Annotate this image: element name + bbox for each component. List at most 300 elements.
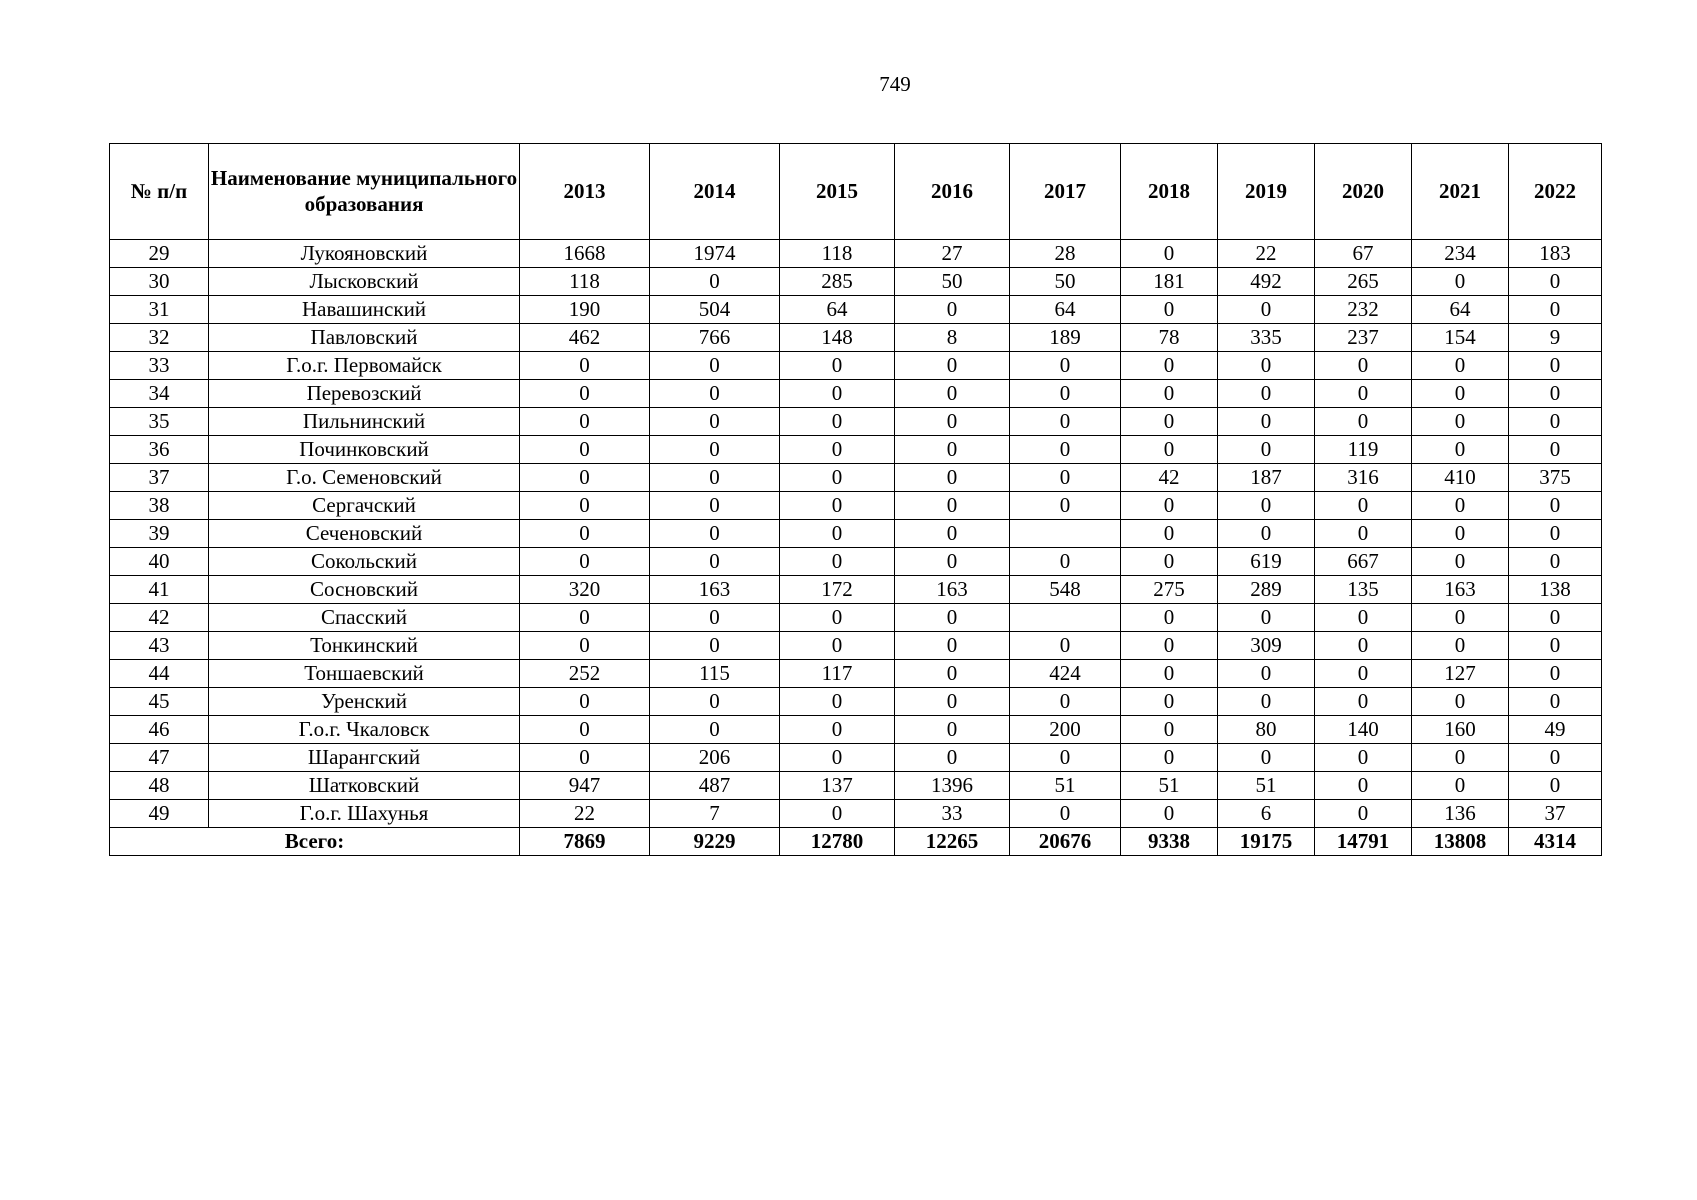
row-number-cell: 45 bbox=[110, 688, 209, 716]
year-value-cell: 172 bbox=[780, 576, 895, 604]
year-value-cell: 0 bbox=[1121, 660, 1218, 688]
year-value-cell: 127 bbox=[1412, 660, 1509, 688]
header-cell-number: № п/п bbox=[110, 144, 209, 240]
table-row bbox=[110, 660, 1602, 688]
header-cell-year: 2020 bbox=[1315, 144, 1412, 240]
year-value-cell: 0 bbox=[1010, 688, 1121, 716]
year-value-cell: 0 bbox=[1121, 240, 1218, 268]
row-number-cell: 47 bbox=[110, 744, 209, 772]
year-value-cell: 320 bbox=[520, 576, 650, 604]
header-cell-year: 2017 bbox=[1010, 144, 1121, 240]
year-value-cell: 0 bbox=[1315, 744, 1412, 772]
municipality-name-cell: Шарангский bbox=[209, 744, 520, 772]
municipality-name-cell: Сергачский bbox=[209, 492, 520, 520]
year-value-cell: 8 bbox=[895, 324, 1010, 352]
year-value-cell: 0 bbox=[1509, 744, 1602, 772]
municipality-name-cell: Г.о.г. Чкаловск bbox=[209, 716, 520, 744]
municipality-name-cell: Починковский bbox=[209, 436, 520, 464]
header-cell-year: 2013 bbox=[520, 144, 650, 240]
table-row bbox=[110, 576, 1602, 604]
year-value-cell: 0 bbox=[1218, 352, 1315, 380]
year-value-cell: 0 bbox=[780, 548, 895, 576]
year-value-cell: 0 bbox=[1315, 604, 1412, 632]
year-value-cell: 160 bbox=[1412, 716, 1509, 744]
municipality-name-cell: Лысковский bbox=[209, 268, 520, 296]
municipality-name-cell: Пильнинский bbox=[209, 408, 520, 436]
year-value-cell: 119 bbox=[1315, 436, 1412, 464]
year-value-cell: 22 bbox=[520, 800, 650, 828]
table-row bbox=[110, 408, 1602, 436]
year-value-cell: 0 bbox=[520, 408, 650, 436]
year-value-cell: 28 bbox=[1010, 240, 1121, 268]
header-cell-year: 2016 bbox=[895, 144, 1010, 240]
year-value-cell: 504 bbox=[650, 296, 780, 324]
year-value-cell: 154 bbox=[1412, 324, 1509, 352]
year-value-cell: 78 bbox=[1121, 324, 1218, 352]
year-value-cell: 0 bbox=[1121, 352, 1218, 380]
municipality-name-cell: Навашинский bbox=[209, 296, 520, 324]
year-value-cell: 0 bbox=[1509, 296, 1602, 324]
row-number-cell: 30 bbox=[110, 268, 209, 296]
total-cell: 9338 bbox=[1121, 828, 1218, 856]
year-value-cell: 0 bbox=[650, 436, 780, 464]
year-value-cell: 275 bbox=[1121, 576, 1218, 604]
year-value-cell: 6 bbox=[1218, 800, 1315, 828]
row-number-cell: 44 bbox=[110, 660, 209, 688]
municipality-name-cell: Шатковский bbox=[209, 772, 520, 800]
year-value-cell: 0 bbox=[1315, 352, 1412, 380]
year-value-cell: 64 bbox=[780, 296, 895, 324]
municipality-name-cell: Г.о. Семеновский bbox=[209, 464, 520, 492]
year-value-cell: 0 bbox=[895, 548, 1010, 576]
year-value-cell bbox=[1010, 604, 1121, 632]
header-cell-year: 2022 bbox=[1509, 144, 1602, 240]
year-value-cell: 80 bbox=[1218, 716, 1315, 744]
table-row bbox=[110, 548, 1602, 576]
year-value-cell: 181 bbox=[1121, 268, 1218, 296]
year-value-cell: 0 bbox=[1121, 492, 1218, 520]
year-value-cell: 252 bbox=[520, 660, 650, 688]
year-value-cell: 0 bbox=[895, 660, 1010, 688]
header-cell-year: 2015 bbox=[780, 144, 895, 240]
year-value-cell: 375 bbox=[1509, 464, 1602, 492]
year-value-cell: 183 bbox=[1509, 240, 1602, 268]
year-value-cell: 0 bbox=[1010, 352, 1121, 380]
year-value-cell: 410 bbox=[1412, 464, 1509, 492]
year-value-cell: 0 bbox=[780, 688, 895, 716]
year-value-cell: 0 bbox=[1509, 548, 1602, 576]
year-value-cell: 0 bbox=[520, 688, 650, 716]
year-value-cell: 0 bbox=[1412, 436, 1509, 464]
year-value-cell: 0 bbox=[1121, 380, 1218, 408]
year-value-cell: 234 bbox=[1412, 240, 1509, 268]
year-value-cell: 163 bbox=[650, 576, 780, 604]
total-cell: 7869 bbox=[520, 828, 650, 856]
year-value-cell: 0 bbox=[1218, 492, 1315, 520]
year-value-cell: 0 bbox=[1315, 408, 1412, 436]
year-value-cell: 1396 bbox=[895, 772, 1010, 800]
year-value-cell: 50 bbox=[1010, 268, 1121, 296]
year-value-cell: 0 bbox=[1010, 408, 1121, 436]
year-value-cell: 0 bbox=[1412, 604, 1509, 632]
year-value-cell: 0 bbox=[780, 744, 895, 772]
year-value-cell: 190 bbox=[520, 296, 650, 324]
year-value-cell: 37 bbox=[1509, 800, 1602, 828]
year-value-cell: 0 bbox=[1121, 520, 1218, 548]
year-value-cell: 0 bbox=[895, 380, 1010, 408]
total-cell: 12780 bbox=[780, 828, 895, 856]
row-number-cell: 35 bbox=[110, 408, 209, 436]
year-value-cell: 0 bbox=[780, 604, 895, 632]
year-value-cell: 0 bbox=[520, 520, 650, 548]
year-value-cell: 0 bbox=[895, 492, 1010, 520]
table-row bbox=[110, 240, 1602, 268]
year-value-cell: 0 bbox=[780, 436, 895, 464]
year-value-cell: 0 bbox=[1010, 800, 1121, 828]
year-value-cell: 0 bbox=[1412, 548, 1509, 576]
row-number-cell: 38 bbox=[110, 492, 209, 520]
year-value-cell: 22 bbox=[1218, 240, 1315, 268]
year-value-cell: 0 bbox=[520, 436, 650, 464]
year-value-cell: 0 bbox=[1315, 520, 1412, 548]
municipality-name-cell: Сосновский bbox=[209, 576, 520, 604]
year-value-cell: 0 bbox=[895, 436, 1010, 464]
year-value-cell: 135 bbox=[1315, 576, 1412, 604]
year-value-cell: 0 bbox=[895, 688, 1010, 716]
year-value-cell: 0 bbox=[1218, 380, 1315, 408]
year-value-cell: 0 bbox=[1412, 352, 1509, 380]
year-value-cell: 0 bbox=[520, 744, 650, 772]
year-value-cell: 0 bbox=[1412, 268, 1509, 296]
row-number-cell: 33 bbox=[110, 352, 209, 380]
year-value-cell: 0 bbox=[780, 464, 895, 492]
year-value-cell: 0 bbox=[1121, 436, 1218, 464]
year-value-cell: 0 bbox=[1315, 380, 1412, 408]
year-value-cell: 0 bbox=[1315, 632, 1412, 660]
page-number: 749 bbox=[879, 72, 911, 96]
year-value-cell: 0 bbox=[1509, 492, 1602, 520]
data-table bbox=[109, 143, 1602, 856]
row-number-cell: 40 bbox=[110, 548, 209, 576]
year-value-cell: 0 bbox=[1412, 380, 1509, 408]
total-cell: 12265 bbox=[895, 828, 1010, 856]
year-value-cell: 0 bbox=[895, 408, 1010, 436]
table-row bbox=[110, 604, 1602, 632]
year-value-cell: 265 bbox=[1315, 268, 1412, 296]
row-number-cell: 43 bbox=[110, 632, 209, 660]
year-value-cell: 0 bbox=[1412, 772, 1509, 800]
year-value-cell: 289 bbox=[1218, 576, 1315, 604]
year-value-cell: 0 bbox=[650, 548, 780, 576]
year-value-cell: 0 bbox=[780, 800, 895, 828]
year-value-cell: 0 bbox=[1509, 604, 1602, 632]
year-value-cell: 51 bbox=[1218, 772, 1315, 800]
year-value-cell: 148 bbox=[780, 324, 895, 352]
table-row bbox=[110, 464, 1602, 492]
year-value-cell: 0 bbox=[1509, 380, 1602, 408]
year-value-cell: 0 bbox=[1509, 632, 1602, 660]
total-cell: 19175 bbox=[1218, 828, 1315, 856]
year-value-cell: 187 bbox=[1218, 464, 1315, 492]
year-value-cell: 51 bbox=[1121, 772, 1218, 800]
row-number-cell: 42 bbox=[110, 604, 209, 632]
year-value-cell: 0 bbox=[1121, 604, 1218, 632]
year-value-cell: 0 bbox=[1412, 520, 1509, 548]
row-number-cell: 37 bbox=[110, 464, 209, 492]
row-number-cell: 36 bbox=[110, 436, 209, 464]
year-value-cell: 200 bbox=[1010, 716, 1121, 744]
year-value-cell: 0 bbox=[895, 464, 1010, 492]
municipality-name-cell: Г.о.г. Шахунья bbox=[209, 800, 520, 828]
municipality-name-cell: Лукояновский bbox=[209, 240, 520, 268]
year-value-cell: 7 bbox=[650, 800, 780, 828]
municipality-name-cell: Павловский bbox=[209, 324, 520, 352]
table-row bbox=[110, 800, 1602, 828]
year-value-cell: 0 bbox=[1412, 688, 1509, 716]
year-value-cell: 163 bbox=[1412, 576, 1509, 604]
year-value-cell: 0 bbox=[1412, 744, 1509, 772]
table-row bbox=[110, 520, 1602, 548]
year-value-cell: 0 bbox=[895, 632, 1010, 660]
table-row bbox=[110, 716, 1602, 744]
row-number-cell: 29 bbox=[110, 240, 209, 268]
year-value-cell: 0 bbox=[520, 604, 650, 632]
year-value-cell: 0 bbox=[895, 604, 1010, 632]
year-value-cell: 0 bbox=[895, 352, 1010, 380]
year-value-cell: 0 bbox=[1315, 660, 1412, 688]
year-value-cell: 0 bbox=[1509, 268, 1602, 296]
year-value-cell: 0 bbox=[520, 548, 650, 576]
municipality-name-cell: Тоншаевский bbox=[209, 660, 520, 688]
year-value-cell: 0 bbox=[520, 464, 650, 492]
row-number-cell: 32 bbox=[110, 324, 209, 352]
year-value-cell: 0 bbox=[1509, 688, 1602, 716]
total-label: Всего: bbox=[110, 828, 520, 856]
year-value-cell: 0 bbox=[1121, 800, 1218, 828]
year-value-cell: 0 bbox=[1218, 660, 1315, 688]
year-value-cell: 0 bbox=[780, 352, 895, 380]
year-value-cell: 1668 bbox=[520, 240, 650, 268]
year-value-cell: 136 bbox=[1412, 800, 1509, 828]
year-value-cell: 766 bbox=[650, 324, 780, 352]
year-value-cell: 0 bbox=[780, 492, 895, 520]
year-value-cell: 118 bbox=[780, 240, 895, 268]
year-value-cell: 0 bbox=[1121, 408, 1218, 436]
year-value-cell: 51 bbox=[1010, 772, 1121, 800]
header-cell-name: Наименование муниципального образования bbox=[209, 144, 520, 240]
year-value-cell: 0 bbox=[1121, 632, 1218, 660]
year-value-cell: 0 bbox=[1010, 380, 1121, 408]
table-row bbox=[110, 492, 1602, 520]
year-value-cell: 163 bbox=[895, 576, 1010, 604]
year-value-cell: 0 bbox=[650, 268, 780, 296]
total-cell: 13808 bbox=[1412, 828, 1509, 856]
header-cell-year: 2018 bbox=[1121, 144, 1218, 240]
table-row bbox=[110, 324, 1602, 352]
year-value-cell: 0 bbox=[650, 352, 780, 380]
year-value-cell: 0 bbox=[520, 492, 650, 520]
year-value-cell: 232 bbox=[1315, 296, 1412, 324]
year-value-cell: 0 bbox=[1315, 772, 1412, 800]
table-row bbox=[110, 772, 1602, 800]
year-value-cell: 189 bbox=[1010, 324, 1121, 352]
municipality-name-cell: Перевозский bbox=[209, 380, 520, 408]
year-value-cell: 0 bbox=[650, 632, 780, 660]
year-value-cell: 42 bbox=[1121, 464, 1218, 492]
year-value-cell: 115 bbox=[650, 660, 780, 688]
year-value-cell: 0 bbox=[780, 520, 895, 548]
year-value-cell: 49 bbox=[1509, 716, 1602, 744]
year-value-cell: 548 bbox=[1010, 576, 1121, 604]
year-value-cell: 137 bbox=[780, 772, 895, 800]
year-value-cell: 0 bbox=[1509, 772, 1602, 800]
header-cell-year: 2014 bbox=[650, 144, 780, 240]
year-value-cell: 0 bbox=[895, 520, 1010, 548]
year-value-cell: 0 bbox=[895, 744, 1010, 772]
year-value-cell: 0 bbox=[1218, 296, 1315, 324]
header-row bbox=[110, 144, 1602, 240]
municipality-name-cell: Г.о.г. Первомайск bbox=[209, 352, 520, 380]
year-value-cell: 285 bbox=[780, 268, 895, 296]
year-value-cell: 0 bbox=[650, 604, 780, 632]
table-row bbox=[110, 268, 1602, 296]
municipality-name-cell: Тонкинский bbox=[209, 632, 520, 660]
year-value-cell: 0 bbox=[1509, 660, 1602, 688]
table-row bbox=[110, 436, 1602, 464]
year-value-cell: 619 bbox=[1218, 548, 1315, 576]
year-value-cell: 0 bbox=[1218, 408, 1315, 436]
year-value-cell bbox=[1010, 520, 1121, 548]
year-value-cell: 64 bbox=[1412, 296, 1509, 324]
year-value-cell: 0 bbox=[1121, 716, 1218, 744]
row-number-cell: 48 bbox=[110, 772, 209, 800]
year-value-cell: 0 bbox=[1218, 744, 1315, 772]
year-value-cell: 0 bbox=[650, 716, 780, 744]
year-value-cell: 0 bbox=[1010, 464, 1121, 492]
municipality-name-cell: Спасский bbox=[209, 604, 520, 632]
year-value-cell: 0 bbox=[1315, 800, 1412, 828]
table-body bbox=[110, 240, 1602, 828]
table-row bbox=[110, 744, 1602, 772]
year-value-cell: 0 bbox=[780, 408, 895, 436]
table-row bbox=[110, 352, 1602, 380]
year-value-cell: 64 bbox=[1010, 296, 1121, 324]
year-value-cell: 492 bbox=[1218, 268, 1315, 296]
year-value-cell: 0 bbox=[1412, 408, 1509, 436]
year-value-cell: 0 bbox=[780, 380, 895, 408]
total-cell: 14791 bbox=[1315, 828, 1412, 856]
row-number-cell: 41 bbox=[110, 576, 209, 604]
year-value-cell: 0 bbox=[520, 352, 650, 380]
year-value-cell: 138 bbox=[1509, 576, 1602, 604]
year-value-cell: 487 bbox=[650, 772, 780, 800]
year-value-cell: 309 bbox=[1218, 632, 1315, 660]
header-cell-year: 2019 bbox=[1218, 144, 1315, 240]
year-value-cell: 0 bbox=[1412, 632, 1509, 660]
year-value-cell: 0 bbox=[1412, 492, 1509, 520]
total-cell: 20676 bbox=[1010, 828, 1121, 856]
year-value-cell: 947 bbox=[520, 772, 650, 800]
year-value-cell: 9 bbox=[1509, 324, 1602, 352]
year-value-cell: 0 bbox=[650, 380, 780, 408]
municipality-name-cell: Сеченовский bbox=[209, 520, 520, 548]
row-number-cell: 49 bbox=[110, 800, 209, 828]
year-value-cell: 0 bbox=[1121, 296, 1218, 324]
year-value-cell: 237 bbox=[1315, 324, 1412, 352]
year-value-cell: 0 bbox=[520, 632, 650, 660]
year-value-cell: 0 bbox=[1218, 520, 1315, 548]
year-value-cell: 0 bbox=[1010, 492, 1121, 520]
year-value-cell: 0 bbox=[1509, 408, 1602, 436]
total-row bbox=[110, 828, 1602, 856]
year-value-cell: 0 bbox=[520, 380, 650, 408]
year-value-cell: 667 bbox=[1315, 548, 1412, 576]
year-value-cell: 1974 bbox=[650, 240, 780, 268]
year-value-cell: 0 bbox=[650, 408, 780, 436]
year-value-cell: 0 bbox=[780, 632, 895, 660]
year-value-cell: 0 bbox=[650, 492, 780, 520]
municipality-name-cell: Сокольский bbox=[209, 548, 520, 576]
year-value-cell: 0 bbox=[895, 716, 1010, 744]
year-value-cell: 67 bbox=[1315, 240, 1412, 268]
year-value-cell: 0 bbox=[1218, 604, 1315, 632]
year-value-cell: 0 bbox=[1010, 436, 1121, 464]
year-value-cell: 50 bbox=[895, 268, 1010, 296]
year-value-cell: 0 bbox=[1010, 744, 1121, 772]
year-value-cell: 0 bbox=[1509, 520, 1602, 548]
year-value-cell: 0 bbox=[1509, 352, 1602, 380]
header-cell-year: 2021 bbox=[1412, 144, 1509, 240]
year-value-cell: 0 bbox=[1218, 688, 1315, 716]
row-number-cell: 46 bbox=[110, 716, 209, 744]
row-number-cell: 39 bbox=[110, 520, 209, 548]
year-value-cell: 118 bbox=[520, 268, 650, 296]
year-value-cell: 0 bbox=[1218, 436, 1315, 464]
year-value-cell: 27 bbox=[895, 240, 1010, 268]
row-number-cell: 34 bbox=[110, 380, 209, 408]
year-value-cell: 0 bbox=[1010, 548, 1121, 576]
total-cell: 9229 bbox=[650, 828, 780, 856]
row-number-cell: 31 bbox=[110, 296, 209, 324]
year-value-cell: 316 bbox=[1315, 464, 1412, 492]
year-value-cell: 117 bbox=[780, 660, 895, 688]
year-value-cell: 335 bbox=[1218, 324, 1315, 352]
year-value-cell: 140 bbox=[1315, 716, 1412, 744]
year-value-cell: 424 bbox=[1010, 660, 1121, 688]
year-value-cell: 0 bbox=[650, 688, 780, 716]
municipality-name-cell: Уренский bbox=[209, 688, 520, 716]
year-value-cell: 0 bbox=[1121, 744, 1218, 772]
table-row bbox=[110, 296, 1602, 324]
year-value-cell: 0 bbox=[1315, 688, 1412, 716]
year-value-cell: 206 bbox=[650, 744, 780, 772]
year-value-cell: 0 bbox=[1315, 492, 1412, 520]
year-value-cell: 0 bbox=[650, 464, 780, 492]
year-value-cell: 0 bbox=[895, 296, 1010, 324]
year-value-cell: 0 bbox=[1121, 548, 1218, 576]
year-value-cell: 462 bbox=[520, 324, 650, 352]
year-value-cell: 0 bbox=[780, 716, 895, 744]
total-cell: 4314 bbox=[1509, 828, 1602, 856]
year-value-cell: 0 bbox=[650, 520, 780, 548]
year-value-cell: 0 bbox=[1121, 688, 1218, 716]
year-value-cell: 0 bbox=[1509, 436, 1602, 464]
year-value-cell: 33 bbox=[895, 800, 1010, 828]
table-row bbox=[110, 688, 1602, 716]
year-value-cell: 0 bbox=[520, 716, 650, 744]
table-row bbox=[110, 632, 1602, 660]
table-row bbox=[110, 380, 1602, 408]
